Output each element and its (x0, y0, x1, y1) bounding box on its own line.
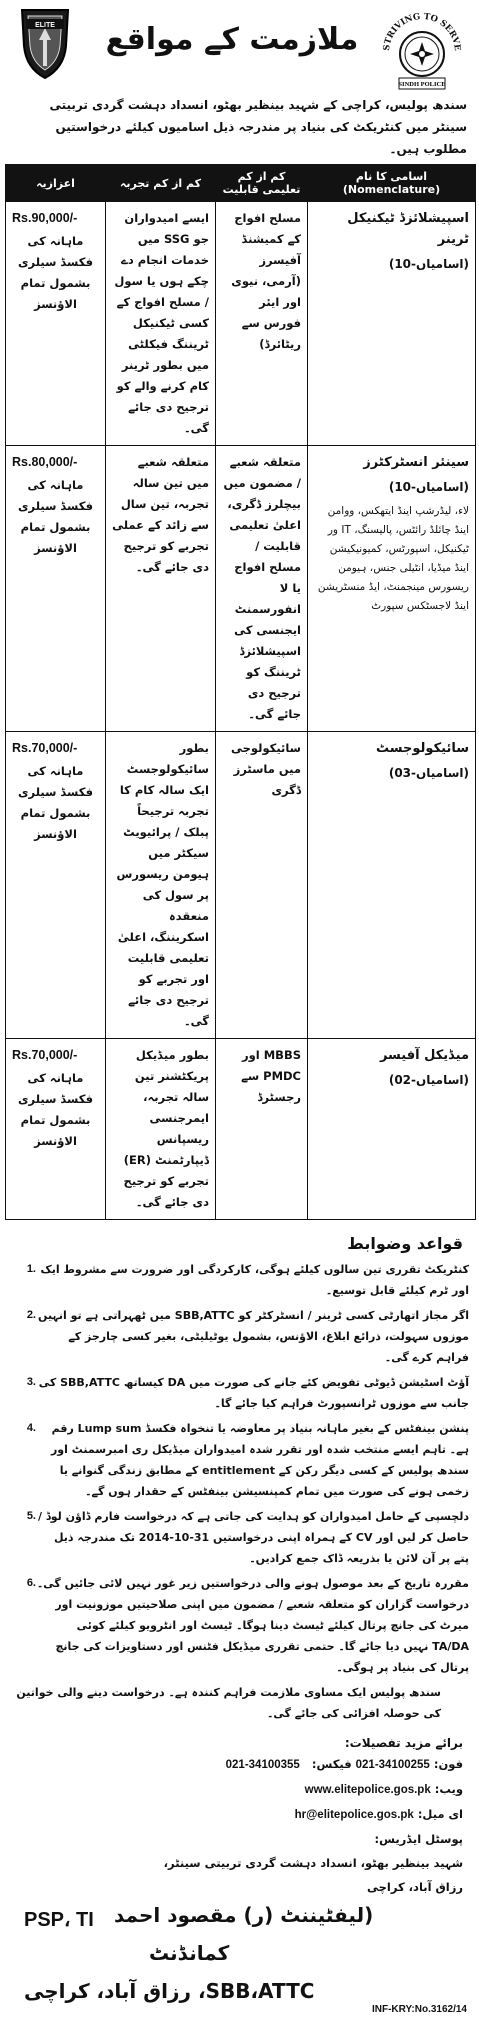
cell-name (308, 202, 476, 446)
cell-experience: متعلقہ شعبے میں تین سالہ تجربہ، تین سال سے زائد کے عملی تجربے کو ترجیح دی جائے گی۔ (106, 446, 216, 732)
rule-text: دلچسپی کے حامل امیدواران کو ہدایت کی جاتی ہے کہ درخواست فارم ڈاؤن لوڈ / حاصل کر لیں اور CV کے ہمراہ اپنی درخواستیں 31-10-2014 تک مندرجہ ذیل پتے پر آن لائن یا بذریعہ ڈاک جمع کرادیں۔ (38, 1510, 469, 1565)
cell-qualification: سائیکولوجی میں ماسٹرز ڈگری (216, 732, 308, 1039)
cell-qualification: MBBS اور PMDC سے رجسٹرڈ (216, 1039, 308, 1220)
postal-address-line-2: رزاق آباد، کراچی (366, 1880, 463, 1894)
salary-amount: Rs.70,000/- (12, 741, 78, 755)
rule-text: مقررہ تاریخ کے بعد موصول ہونے والی درخواستیں زیر غور نہیں لائی جائیں گی۔ درخواست گزاران کو متعلقہ شعبے / مضمون میں اپنی صلاحیتیں موزونیت اور میرٹ کی جانچ پرتال کیلئے ٹیسٹ دینا ہوگا۔ ٹیسٹ اور انٹرویو کیلئے کوئی TA/DA نہیں دیا جائے گا۔ حتمی تقرری میڈیکل فٹنس اور دستاویزات کی جانچ پرتال کی بنیاد پر ہوگی۔ (36, 1577, 469, 1674)
signature-suffix: PSP، TI (24, 1909, 94, 1931)
signature-office: SBB،ATTC، رزاق آباد، کراچی (24, 1979, 315, 2003)
salary-description: ماہانہ کی فکسڈ سیلری بشمول تمام الاؤنسز (18, 234, 93, 311)
cell-salary (6, 446, 106, 732)
post-title: اسپیشلائزڈ ٹیکنیکل ٹرینر (347, 211, 469, 247)
phone-number: 021-34100255 (355, 1759, 430, 1771)
cell-qualification: متعلقہ شعبے / مضمون میں بیچلرز ڈگری، اعلیٰ تعلیمی قابلیت / مسلح افواج یا لا انفورسمنٹ ایجنسی کی اسپیشلائزڈ ٹریننگ کو ترجیح دی جائے گی۔ (216, 446, 308, 732)
sindh-police-seal-icon (377, 4, 467, 94)
website-link[interactable]: www.elitepolice.gos.pk (304, 1784, 431, 1796)
salary-amount: Rs.90,000/- (12, 211, 78, 225)
table-row (6, 1039, 476, 1220)
salary-description: ماہانہ کی فکسڈ سیلری بشمول تمام الاؤنسز (18, 1071, 93, 1148)
rule-text: اگر مجاز اتھارٹی کسی ٹرینر / انسٹرکٹر کو SBB,ATTC میں ٹھہراتی ہے تو انہیں موزوں سہولت، ذرائع ابلاغ، الاؤنس، بشمول یوٹیلیٹی، بغیر کسی چارجز کے فراہم کرے گی۔ (38, 1309, 469, 1364)
email-link[interactable]: hr@elitepolice.gos.pk (294, 1809, 414, 1821)
list-item (4, 1571, 475, 1680)
table-row (6, 446, 476, 732)
rule-number: 2. (26, 1309, 36, 1321)
table-row (6, 202, 476, 446)
cell-name (308, 732, 476, 1039)
post-count: (اسامیاں-02) (388, 1073, 469, 1087)
contact-heading: برائے مزید تفصیلات: (344, 1736, 463, 1750)
list-item (4, 1504, 475, 1571)
postal-address-line-1: شہید بینظیر بھٹو، انسداد دہشت گردی تربیتی سینٹر، (163, 1856, 463, 1870)
list-item (4, 1370, 475, 1416)
intro-text: سندھ پولیس، کراچی کے شہید بینظیر بھٹو، انسداد دہشت گردی تربیتی سینٹر میں کنٹریکٹ کی بنیاد پر مندرجہ ذیل اسامیوں کیلئے درخواستیں مطلوب ہیں۔ (49, 98, 467, 156)
salary-description: ماہانہ کی فکسڈ سیلری بشمول تمام الاؤنسز (18, 764, 93, 841)
elite-police-emblem-icon (16, 6, 74, 82)
post-count: (اسامیاں-10) (388, 480, 469, 494)
logo-seal-banner-text: SINDH POLICE (398, 81, 446, 88)
rule-text: آؤٹ اسٹیشن ڈیوٹی تفویض کئے جانے کی صورت میں DA کیساتھ SBB,ATTC کی جانب سے موزوں ٹرانسپورٹ فراہم کیا جائے گا۔ (38, 1376, 469, 1410)
rules-list (4, 1257, 475, 1680)
rules-title: قواعد وضوابط (347, 1234, 463, 1253)
salary-amount: Rs.80,000/- (12, 455, 78, 469)
rule-number: 6. (26, 1577, 36, 1589)
list-item (4, 1416, 475, 1504)
salary-amount: Rs.70,000/- (12, 1048, 78, 1062)
post-title: سینئر انسٹرکٹرز (363, 455, 469, 470)
post-subjects: لاء، لیڈرشپ اینڈ ایتھکس، ووامن اینڈ چائلڈ رائٹس، پالیسنگ، IT ور ٹیکنیکل، اسپورٹس، کمیونیکیشن اینڈ میڈیا، انٹیلی جنس، ہیومن ریسورس مینجمنٹ، ایڈ منسٹریشن اینڈ لاجسٹکس سپورٹ (317, 505, 469, 612)
post-count: (اسامیاں-03) (388, 766, 469, 780)
rule-number: 5. (26, 1510, 36, 1522)
signature-designation: کمانڈنٹ (149, 1941, 230, 1965)
phone-label: فون: (433, 1757, 463, 1771)
rule-number: 3. (26, 1376, 36, 1388)
email-label: ای میل: (417, 1807, 463, 1821)
table-header-row (6, 165, 476, 202)
equal-opportunity-note: سندھ پولیس ایک مساوی ملازمت فراہم کنندہ ہے۔ درخواست دینے والی خواتین کی حوصلہ افزائی کی جائے گی۔ (16, 1686, 441, 1720)
header-experience: کم از کم تجربہ (106, 165, 216, 202)
postal-label: پوسٹل ایڈریس: (374, 1832, 463, 1846)
cell-salary (6, 1039, 106, 1220)
cell-name (308, 446, 476, 732)
contact-section (4, 1726, 475, 1899)
cell-salary (6, 202, 106, 446)
post-title: سائیکولوجسٹ (376, 741, 469, 756)
cell-experience: بطور میڈیکل پریکٹشنر تین سالہ تجربہ، ایمرجنسی ریسپانس ڈیپارٹمنٹ (ER) تجربے کو ترجیح دی جائے گی۔ (106, 1039, 216, 1220)
logo-left-text: ELITE (35, 22, 55, 29)
cell-qualification: مسلح افواج کے کمیشنڈ آفیسرز (آرمی، نیوی اور ایئر فورس سے ریٹائرڈ) (216, 202, 308, 446)
fax-number: 021-34100355 (225, 1759, 300, 1771)
cell-salary (6, 732, 106, 1039)
post-count: (اسامیاں-10) (388, 257, 469, 271)
salary-description: ماہانہ کی فکسڈ سیلری بشمول تمام الاؤنسز (18, 478, 93, 555)
email-line (4, 1802, 475, 1827)
reference-number: INF-KRY:No.3162/14 (371, 2004, 467, 2015)
signature-block (4, 1899, 475, 2019)
list-item (4, 1303, 475, 1370)
phone-fax-line (4, 1752, 475, 1777)
signature-name: (لیفٹیننٹ (ر) مقصود احمد (114, 1903, 374, 1927)
header-salary: اعزازیہ (6, 165, 106, 202)
rule-text: پنشن بینفٹس کے بغیر ماہانہ بنیاد پر معاوضہ یا تنخواہ فکسڈ Lump sum رقم ہے۔ تاہم ایسے منتخب شدہ اور تقرر شدہ امیدواران میڈیکل ری امبرسمنٹ اور سندھ پولیس کے کسی دیگر رکن کے entitlement کے مطابق زندگی گنوانے یا زخمی ہونے کی صورت میں تمام کمپنسیشن بینفٹس کے حقدار ہوں گے۔ (50, 1422, 469, 1498)
table-row (6, 732, 476, 1039)
logo-motto-text: STRIVING TO SERVE (381, 11, 463, 52)
post-title: میڈیکل آفیسر (379, 1048, 469, 1063)
website-label: ویب: (434, 1782, 463, 1796)
cell-name (308, 1039, 476, 1220)
cell-experience: ایسے امیدواران جو SSG میں خدمات انجام دے چکے ہوں یا سول / مسلح افواج کے کسی ٹیکنیکل ٹریننگ فیکلٹی میں بطور ٹرینر کام کرنے والے کو ترجیح دی جائے گی۔ (106, 202, 216, 446)
positions-table (5, 164, 476, 1220)
rule-number: 1. (26, 1263, 36, 1275)
rule-number: 4. (26, 1422, 36, 1434)
header (4, 0, 475, 92)
rule-text: کنٹریکٹ تقرری تین سالوں کیلئے ہوگی، کارکردگی اور ضرورت سے مشروط ایک اور ٹرم کیلئے قابل توسیع۔ (40, 1263, 469, 1297)
fax-label: فیکس: (311, 1757, 352, 1771)
page-title: ملازمت کے مواقع (105, 22, 359, 57)
list-item (4, 1257, 475, 1303)
cell-experience: بطور سائیکولوجسٹ ایک سالہ کام کا تجربہ ترجیحاً پبلک / پرائیویٹ سیکٹر میں ہیومن ریسورس پر سول کی منعقدہ اسکریننگ، اعلیٰ تعلیمی قابلیت اور تجربے کو ترجیح دی جائے گی۔ (106, 732, 216, 1039)
header-qualification: کم از کم تعلیمی قابلیت (216, 165, 308, 202)
header-name: اسامی کا نام (Nomenclature) (308, 165, 476, 202)
website-line (4, 1777, 475, 1802)
